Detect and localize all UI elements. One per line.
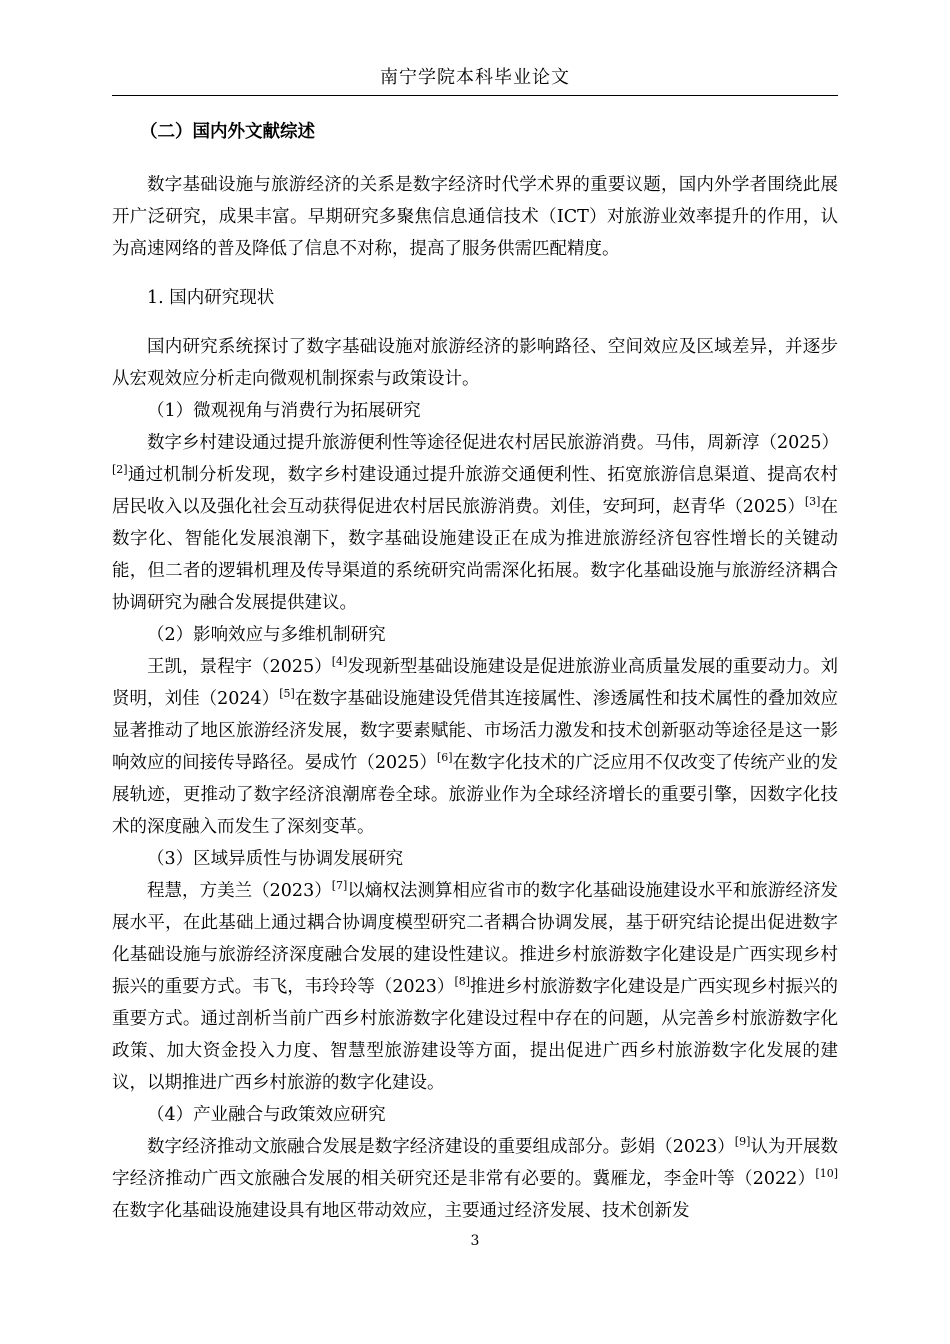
sub1-paragraph <box>112 427 838 619</box>
sub2-text-3: 在数字基础设施建设凭借其连接属性、渗透属性和技术属性的叠加效应显著推动了地区旅游经济发展，数字要素赋能、市场活力激发和技术创新驱动等途径是这一影响效应的间接传导路径。晏成竹（2025） <box>112 689 838 773</box>
spacer <box>112 314 838 331</box>
sub3-text-2: 以熵权法测算相应省市的数字化基础设施建设水平和旅游经济发展水平，在此基础上通过耦合协调度模型研究二者耦合协调发展，基于研究结论提出促进数字化基础设施与旅游经济深度融合发展的建设性建议。推进乡村旅游数字化建设是广西实现乡村振兴的重要方式。韦飞，韦玲玲等（2023） <box>112 881 838 997</box>
citation-ref: [2] <box>112 463 128 476</box>
sub4-title: （4）产业融合与政策效应研究 <box>147 1105 386 1125</box>
sub3-text-3: 推进乡村旅游数字化建设是广西实现乡村振兴的重要方式。通过剖析当前广西乡村旅游数字化建设过程中存在的问题，从完善乡村旅游数字化政策、加大资金投入力度、智慧型旅游建设等方面，提出促进广西乡村旅游数字化发展的建议，以期推进广西乡村旅游的数字化建设。 <box>112 977 838 1093</box>
citation-ref: [4] <box>331 655 348 668</box>
citation-ref: [5] <box>279 687 295 700</box>
citation-ref: [7] <box>331 879 348 892</box>
document-body <box>112 112 838 1227</box>
header-rule <box>112 95 838 96</box>
sub2-text-1: 王凯，景程宇（2025） <box>147 657 332 677</box>
sub2-paragraph <box>112 651 838 843</box>
spacer <box>112 265 838 282</box>
sub3-text-1: 程慧，方美兰（2023） <box>147 881 332 901</box>
subsection-heading: 1. 国内研究现状 <box>147 288 275 308</box>
sub4-text-3: 在数字化基础设施建设具有地区带动效应，主要通过经济发展、技术创新发 <box>112 1201 690 1221</box>
running-header: 南宁学院本科毕业论文 <box>380 67 570 88</box>
sub2-title: （2）影响效应与多维机制研究 <box>147 625 386 645</box>
sub1-text-2: 通过机制分析发现，数字乡村建设通过提升旅游交通便利性、拓宽旅游信息渠道、提高农村居民收入以及强化社会互动获得促进农村居民旅游消费。刘佳，安珂珂，赵青华（2025） <box>112 465 838 517</box>
sub4-paragraph <box>112 1131 838 1227</box>
overview-paragraph: 国内研究系统探讨了数字基础设施对旅游经济的影响路径、空间效应及区域差异，并逐步从宏观效应分析走向微观机制探索与政策设计。 <box>112 337 838 389</box>
citation-ref: [6] <box>436 751 453 764</box>
citation-ref: [9] <box>734 1135 751 1148</box>
sub2-text-2: 发现新型基础设施建设是促进旅游业高质量发展的重要动力。刘贤明，刘佳（2024） <box>112 657 838 709</box>
citation-ref: [3] <box>804 495 821 508</box>
page-number: 3 <box>470 1233 480 1249</box>
sub3-title: （3）区域异质性与协调发展研究 <box>147 849 404 869</box>
sub4-text-1: 数字经济推动文旅融合发展是数字经济建设的重要组成部分。彭娟（2023） <box>147 1137 735 1157</box>
section-title: （二）国内外文献综述 <box>140 122 315 142</box>
sub4-text-2: 认为开展数字经济推动广西文旅融合发展的相关研究还是非常有必要的。冀雁龙，李金叶等（2022） <box>112 1137 838 1189</box>
citation-ref: [10] <box>815 1167 838 1180</box>
spacer <box>112 152 838 169</box>
sub2-text-4: 在数字化技术的广泛应用不仅改变了传统产业的发展轨迹，更推动了数字经济浪潮席卷全球。旅游业作为全球经济增长的重要引擎，因数字化技术的深度融入而发生了深刻变革。 <box>112 753 838 837</box>
intro-paragraph: 数字基础设施与旅游经济的关系是数字经济时代学术界的重要议题，国内外学者围绕此展开广泛研究，成果丰富。早期研究多聚焦信息通信技术（ICT）对旅游业效率提升的作用，认为高速网络的普及降低了信息不对称，提高了服务供需匹配精度。 <box>112 175 838 259</box>
sub1-text-3: 在数字化、智能化发展浪潮下，数字基础设施建设正在成为推进旅游经济包容性增长的关键动能，但二者的逻辑机理及传导渠道的系统研究尚需深化拓展。数字化基础设施与旅游经济耦合协调研究为融合发展提供建议。 <box>112 497 838 613</box>
sub1-text-1: 数字乡村建设通过提升旅游便利性等途径促进农村居民旅游消费。马伟，周新淳（2025） <box>147 433 840 453</box>
citation-ref: [8] <box>454 975 471 988</box>
sub3-paragraph <box>112 875 838 1099</box>
sub1-title: （1）微观视角与消费行为拓展研究 <box>147 401 421 421</box>
